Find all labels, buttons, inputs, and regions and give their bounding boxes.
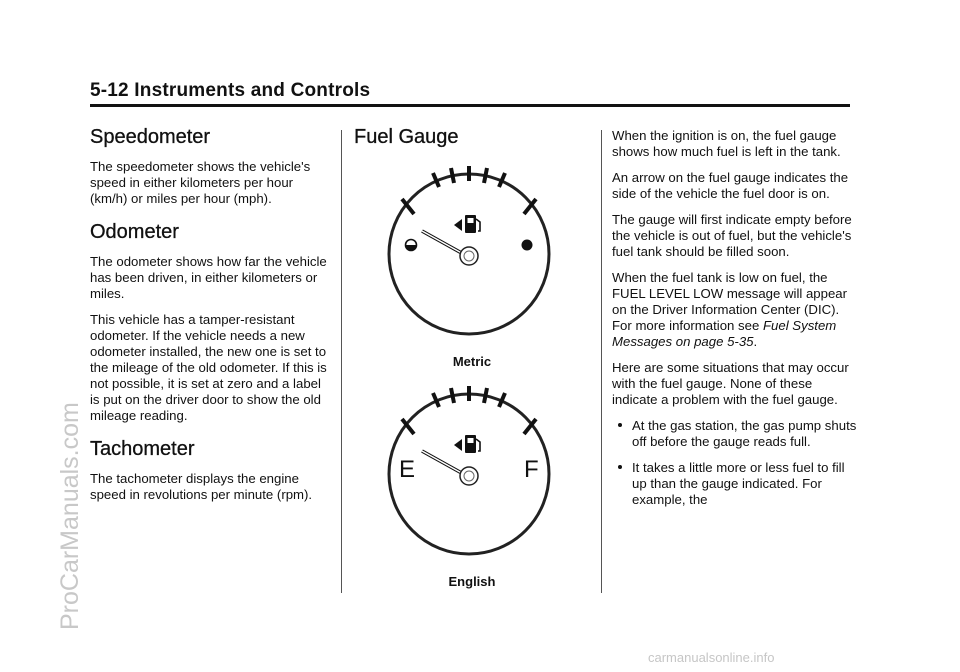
watermark-left: ProCarManuals.com xyxy=(56,402,84,630)
english-fuel-gauge xyxy=(374,379,590,574)
empty-label: E xyxy=(399,456,416,483)
right-paragraph-3: The gauge will first indicate empty before the vehicle is out of fuel, but the vehicle's fuel tank should be filled soon. xyxy=(612,212,852,259)
speedometer-heading: Speedometer xyxy=(90,126,211,148)
bullet-item-1 xyxy=(612,418,857,450)
page-header xyxy=(90,80,850,102)
right-paragraph-4 xyxy=(612,270,857,350)
bullet-dot xyxy=(618,465,622,469)
right-paragraph-2: An arrow on the fuel gauge indicates the side of the vehicle the fuel door is on. xyxy=(612,170,849,201)
dic-text-end: . xyxy=(753,334,758,349)
bullet-text-1: At the gas station, the gas pump shuts off before the gauge reads full. xyxy=(632,418,857,449)
left-column xyxy=(90,126,330,513)
odometer-heading: Odometer xyxy=(90,221,179,243)
watermark-bottom: carmanualsonline.info xyxy=(648,650,775,665)
metric-full-icon xyxy=(522,240,533,251)
metric-gauge-illustration xyxy=(374,159,564,349)
right-paragraph-1: When the ignition is on, the fuel gauge shows how much fuel is left in the tank. xyxy=(612,128,841,159)
right-column xyxy=(612,128,857,518)
bullet-dot xyxy=(618,423,622,427)
full-label: F xyxy=(524,456,539,483)
odometer-paragraph-1: The odometer shows how far the vehicle has been driven, in either kilometers or miles. xyxy=(90,254,327,301)
column-divider-1 xyxy=(341,130,342,593)
bullet-item-2 xyxy=(612,460,857,508)
page-title: 5-12 Instruments and Controls xyxy=(90,80,371,101)
fuel-system-messages-link[interactable]: Fuel System Messages on page 5-35 xyxy=(612,318,837,349)
odometer-paragraph-2: This vehicle has a tamper-resistant odometer. If the vehicle needs a new odometer installed, the new one is set to the mileage of the old odometer. If this is not possible, it is set at zero and a label is put on the driver door to show the old mileage reading. xyxy=(90,312,327,423)
speedometer-body: The speedometer shows the vehicle's speed in either kilometers per hour (km/h) or miles per hour (mph). xyxy=(90,159,311,206)
metric-empty-icon xyxy=(406,240,417,251)
metric-fuel-gauge xyxy=(374,159,590,354)
bullet-text-2: It takes a little more or less fuel to fill up than the gauge indicated. For example, the xyxy=(632,460,845,507)
english-caption: English xyxy=(448,574,496,589)
english-gauge-illustration xyxy=(374,379,564,569)
right-paragraph-5: Here are some situations that may occur with the fuel gauge. None of these indicate a problem with the fuel gauge. xyxy=(612,360,849,407)
fuel-gauge-heading: Fuel Gauge xyxy=(354,126,459,148)
metric-caption: Metric xyxy=(452,354,492,369)
middle-column xyxy=(354,126,590,589)
column-divider-2 xyxy=(601,130,602,593)
tachometer-body: The tachometer displays the engine speed in revolutions per minute (rpm). xyxy=(90,471,313,502)
header-rule xyxy=(90,104,850,107)
tachometer-heading: Tachometer xyxy=(90,438,195,460)
dic-text: When the fuel tank is low on fuel, the FUEL LEVEL LOW message will appear on the Driver Information Center (DIC). For more information see xyxy=(612,270,848,333)
